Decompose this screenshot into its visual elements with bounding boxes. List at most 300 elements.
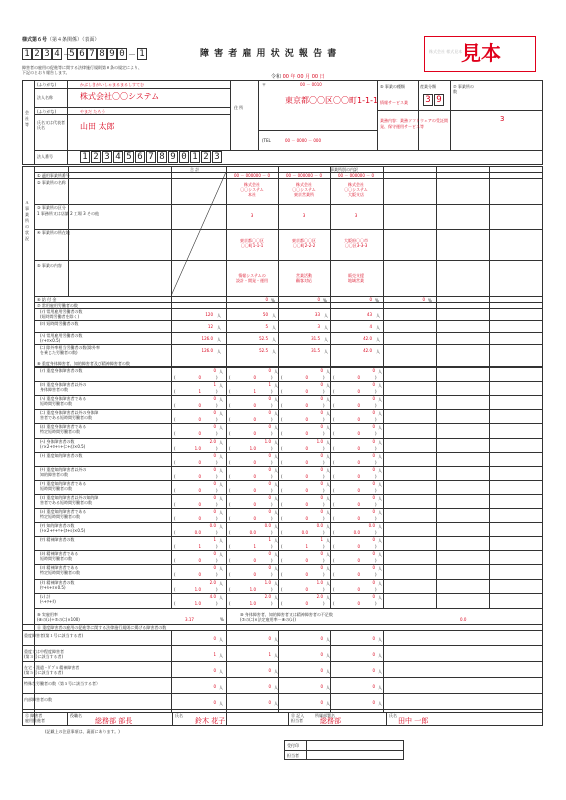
paren-open: ( (281, 389, 283, 395)
disabled-value: 0 (213, 565, 216, 571)
unit-person: 人 (326, 566, 330, 572)
office-address: 大阪府〇〇市 〇〇区3-3-3 (344, 238, 368, 248)
disabled-value: 0 (372, 593, 375, 599)
disabled-value: 0 (320, 509, 323, 514)
shortfall-label: ⑩ 身体障害者、知的障害者又は精神障害者の不足数 (⑦の(ﾆ)×法定雇用率－⑧の(ﾚ)) (240, 612, 333, 622)
paren-close: ) (375, 445, 377, 451)
office-name: 株式会社 〇〇システム 本社 (240, 182, 264, 197)
disabled-sub-value: 0 (198, 558, 201, 564)
paren-open: ( (333, 403, 335, 409)
disabled-value: 1 (320, 537, 323, 543)
industry-code-digit: 9 (434, 94, 444, 106)
paren-close: ) (323, 389, 325, 395)
bottom-value: 0 (213, 684, 216, 689)
unit-person: 人 (326, 580, 330, 586)
paren-close: ) (271, 487, 273, 493)
disabled-sub-value: 0 (305, 586, 308, 592)
id-digit: 1 (137, 48, 147, 60)
signer2-name-label: 氏名 (389, 713, 397, 718)
paren-close: ) (323, 600, 325, 606)
count-unit: % (428, 298, 432, 303)
paren-close: ) (271, 600, 273, 606)
tel-label: (TEL (262, 138, 271, 143)
disabled-sub-value: 0 (305, 487, 308, 493)
bottom-value: 0 (372, 636, 375, 641)
office-division: 3 (354, 213, 358, 218)
disabled-sub-value: 0 (305, 389, 308, 395)
address-label: 住 所 (234, 105, 244, 110)
unit-person: 人 (378, 594, 382, 600)
disabled-value: 0 (372, 537, 375, 543)
disabled-sub-value: 0 (198, 516, 201, 521)
paren-open: ( (281, 417, 283, 423)
worker-row-label: (ｲ) 常用雇用労働者の数 (短時間労働者を除く) (40, 309, 83, 319)
paren-open: ( (333, 487, 335, 493)
zip-label: 〒 (262, 82, 266, 87)
bottom-row-label: 特殊な労働者の数（第５号に該当する者） (24, 681, 100, 686)
id-digit: 7 (87, 48, 97, 60)
bottom-row-label: 重度又は中程度障害者 (第３号に該当する者) (24, 649, 64, 659)
paren-close: ) (271, 431, 273, 437)
rate-unit: % (220, 617, 224, 622)
paren-close: ) (323, 459, 325, 465)
unit-person: 人 (219, 552, 223, 558)
disabled-value: 0 (372, 368, 375, 373)
disabled-sub-value: 0 (253, 431, 256, 437)
unit-person: 人 (219, 669, 223, 674)
disabled-sub-value: 0 (357, 501, 360, 507)
paren-close: ) (216, 375, 218, 380)
rep-kana-label: (ふりがな) (37, 109, 57, 114)
unit-person: 人 (217, 313, 221, 318)
disabled-row-label: (ｶ) 精神障害者である 短時間労働者の数 (40, 551, 79, 562)
worker-value: 52.5 (259, 336, 268, 341)
paren-open: ( (229, 572, 231, 578)
disabled-sub-value: 0 (305, 516, 308, 521)
worker-row-label: (ﾛ) 短時間労働者の数 (40, 321, 79, 326)
corp-no-digit: 0 (179, 151, 189, 163)
disabled-sub-value: 0 (305, 431, 308, 437)
disabled-value: 1.0 (264, 438, 271, 444)
id-digit: 9 (107, 48, 117, 60)
corp-no-digit: 2 (91, 151, 101, 163)
bottom-value: 0 (268, 684, 271, 689)
paren-close: ) (271, 445, 273, 451)
disabled-header: ⑧ 重度身体障害者、知的障害者及び精神障害者の数 (37, 361, 130, 366)
paren-close: ) (375, 487, 377, 493)
signer2-role: 総務部 (320, 717, 341, 725)
worker-value: 31.5 (311, 336, 320, 341)
disabled-value: 0 (268, 452, 271, 458)
paren-close: ) (323, 445, 325, 451)
paren-open: ( (281, 431, 283, 437)
paren-open: ( (174, 375, 176, 380)
unit-person: 人 (274, 425, 278, 431)
paren-open: ( (229, 417, 231, 423)
paren-close: ) (271, 516, 273, 521)
disabled-sub-value: 0 (198, 501, 201, 507)
disabled-row-label: (ﾘ) 重度知的障害者である 短時間労働者の数 (40, 480, 87, 491)
disabled-row-label: (ﾛ) 重度身体障害者以外の 身体障害者の数 (40, 382, 87, 393)
disabled-row-label: (ﾖ) 精神障害者である 特定短時間労働者の数 (40, 565, 80, 576)
paren-open: ( (281, 375, 283, 380)
paren-open: ( (174, 586, 176, 592)
unit-person: 人 (376, 325, 380, 330)
paren-open: ( (281, 530, 283, 536)
paren-open: ( (281, 516, 283, 521)
rep-label: 氏名又は代表者氏名 (37, 120, 65, 130)
office-number: 00 － 000000 － 0 (286, 173, 322, 178)
disabled-value: 0 (268, 551, 271, 557)
corp-no-label: 法人番号 (37, 154, 53, 159)
paren-open: ( (281, 487, 283, 493)
col-line (278, 630, 279, 712)
office-count-value: 3 (500, 115, 505, 123)
disabled-sub-value: 0.0 (301, 530, 308, 536)
paren-close: ) (375, 459, 377, 465)
unit-person: 人 (326, 701, 330, 706)
footer-note: (記載上の注意事項は、裏面にあります。) (45, 729, 120, 734)
paren-close: ) (271, 572, 273, 578)
worker-value: 126.0 (201, 348, 213, 353)
paren-open: ( (229, 431, 231, 437)
paren-open: ( (174, 473, 176, 479)
signer1-name: 鈴木 花子 (195, 717, 226, 725)
paren-open: ( (229, 530, 231, 536)
paren-open: ( (333, 389, 335, 395)
tel-value: 00 － 0000 － 000 (285, 138, 321, 143)
rep-kana-value: やまだ たろう (80, 109, 106, 114)
paren-open: ( (174, 403, 176, 409)
row-line (34, 344, 543, 345)
disabled-sub-value: 0 (357, 403, 360, 409)
industry-value: 情報サービス業 (380, 100, 408, 105)
paren-close: ) (271, 375, 273, 380)
disabled-value: 0 (372, 424, 375, 430)
count-zero: 0 (317, 297, 320, 302)
paren-open: ( (333, 516, 335, 521)
disabled-value: 0 (268, 494, 271, 500)
id-digit: 8 (97, 48, 107, 60)
unit-person: 人 (219, 566, 223, 572)
id-separator: － (128, 50, 136, 59)
disabled-sub-value: 0 (305, 375, 308, 380)
employer-id-field[interactable] (22, 48, 192, 62)
paren-close: ) (375, 375, 377, 380)
paren-close: ) (323, 473, 325, 479)
unit-person: 人 (326, 538, 330, 544)
disabled-value: 0 (213, 410, 216, 416)
unit-person: 人 (274, 495, 278, 501)
unit-person: 人 (219, 467, 223, 473)
bottom-row-label: 内部障害者の数 (24, 697, 52, 702)
disabled-row-label: (ﾇ) 重度知的障害者以外の知的障 害者である短時間労働者の数 (40, 494, 99, 505)
disabled-sub-value: 0 (198, 572, 201, 578)
unit-person: 人 (219, 453, 223, 459)
paren-close: ) (375, 417, 377, 423)
unit-person: 人 (219, 524, 223, 530)
paren-close: ) (216, 473, 218, 479)
reception-label: 受付印 (287, 743, 299, 748)
unit-person: 人 (217, 349, 221, 354)
disabled-value: 0 (320, 452, 323, 458)
paren-close: ) (323, 403, 325, 409)
disabled-value: 0.0 (316, 523, 323, 529)
paren-close: ) (375, 431, 377, 437)
intro-note-1: 障害者の雇用の促進等に関する法律施行規則第８条の規定により、 (22, 65, 142, 70)
unit-person: 人 (219, 637, 223, 642)
paren-close: ) (271, 558, 273, 564)
unit-person: 人 (217, 325, 221, 330)
paren-close: ) (375, 530, 377, 536)
disabled-sub-value: 0 (198, 417, 201, 423)
unit-person: 人 (326, 637, 330, 642)
sum-header: 合 計 (190, 167, 200, 172)
paren-close: ) (216, 600, 218, 606)
paren-open: ( (229, 586, 231, 592)
workers-header: ⑦ 常用雇用労働者の数 (37, 303, 78, 308)
paren-open: ( (174, 516, 176, 521)
bottom-value: 0 (320, 668, 323, 673)
row-line (34, 332, 543, 333)
paren-open: ( (174, 600, 176, 606)
disabled-value: 0 (372, 452, 375, 458)
disabled-value: 1 (268, 537, 271, 543)
disabled-value: 0 (268, 396, 271, 402)
unit-person: 人 (219, 397, 223, 403)
unit-person: 人 (219, 594, 223, 600)
unit-person: 人 (326, 369, 330, 374)
unit-person: 人 (378, 669, 382, 674)
disabled-value: 0 (320, 382, 323, 388)
disabled-sub-value: 0 (357, 417, 360, 423)
rate-value: 3.17 (185, 617, 194, 622)
disabled-value: 0 (372, 494, 375, 500)
paren-open: ( (174, 487, 176, 493)
count-unit: % (271, 298, 275, 303)
worker-value: 4 (369, 324, 372, 329)
unit-person: 人 (274, 552, 278, 558)
unit-person: 人 (326, 495, 330, 501)
corp-no-digit: 8 (157, 151, 167, 163)
disabled-value: 0 (320, 480, 323, 486)
disabled-sub-value: 1.0 (249, 586, 256, 592)
paren-close: ) (216, 403, 218, 409)
bottom-value: 0 (320, 684, 323, 689)
disabled-sub-value: 0 (198, 375, 201, 380)
disabled-sub-value: 0 (253, 473, 256, 479)
unit-person: 人 (378, 566, 382, 572)
unit-person: 人 (274, 510, 278, 515)
paren-open: ( (333, 417, 335, 423)
disabled-sub-value: 0 (253, 459, 256, 465)
unit-person: 人 (274, 481, 278, 487)
disabled-sub-value: 0 (305, 403, 308, 409)
count-unit: % (375, 298, 379, 303)
disabled-value: 0 (213, 368, 216, 373)
disabled-value: 0 (213, 452, 216, 458)
unit-person: 人 (324, 337, 328, 342)
disabled-row-label: (ﾆ) 重度身体障害者以外の身体障 害者である短時間労働者の数 (40, 410, 99, 421)
unit-person: 人 (219, 425, 223, 431)
disabled-value: 0 (320, 551, 323, 557)
disabled-sub-value: 0 (198, 473, 201, 479)
paren-close: ) (216, 544, 218, 550)
paren-open: ( (333, 586, 335, 592)
bottom-value: 0 (320, 636, 323, 641)
address-value: 東京都〇〇区〇〇町1-1-1 (285, 96, 379, 105)
disabled-value: 0 (372, 579, 375, 585)
paren-open: ( (229, 487, 231, 493)
disabled-value: 2.0 (209, 438, 216, 444)
office-name: 株式会社 〇〇システム 大阪支店 (344, 182, 368, 197)
disabled-value: 0 (213, 424, 216, 430)
unit-person: 人 (324, 349, 328, 354)
disabled-sub-value: 1 (198, 544, 201, 550)
paren-close: ) (375, 572, 377, 578)
unit-person: 人 (326, 552, 330, 558)
disabled-value: 4.0 (209, 593, 216, 599)
paren-open: ( (229, 375, 231, 380)
disabled-sub-value: 0 (357, 431, 360, 437)
paren-close: ) (216, 417, 218, 423)
unit-person: 人 (326, 425, 330, 431)
paren-close: ) (271, 473, 273, 479)
paren-open: ( (333, 530, 335, 536)
disabled-sub-value: 0 (305, 558, 308, 564)
bottom-value: 0 (213, 636, 216, 641)
id-digit: 0 (117, 48, 127, 60)
paren-open: ( (174, 572, 176, 578)
row-line (34, 608, 543, 609)
office-division: 3 (302, 213, 306, 218)
disabled-sub-value: 0 (253, 417, 256, 423)
bottom-value: 0 (372, 652, 375, 657)
zip-value: 00 － 0010 (300, 82, 322, 87)
paren-open: ( (174, 544, 176, 550)
corp-number-field[interactable] (80, 151, 250, 163)
bottom-value: 0 (372, 668, 375, 673)
disabled-sub-value: 1 (253, 544, 256, 550)
paren-close: ) (216, 459, 218, 465)
unit-person: 人 (274, 411, 278, 417)
paren-open: ( (174, 417, 176, 423)
paren-close: ) (271, 544, 273, 550)
unit-person: 人 (219, 481, 223, 487)
industry-code-field[interactable] (423, 94, 445, 106)
disabled-sub-value: 0.0 (194, 530, 201, 536)
disabled-value: 0 (213, 466, 216, 472)
disabled-value: 0 (372, 382, 375, 388)
paren-close: ) (323, 544, 325, 550)
paren-close: ) (375, 586, 377, 592)
office-div-note: 1 事務所又は店舗 2 工場 3 その他 (37, 211, 99, 216)
rate-label: ⑨ 実雇用率 (⑧の(ﾚ)÷⑦の(ﾆ)×100) (37, 612, 80, 622)
disabled-value: 1 (213, 537, 216, 543)
office-name-label: ② 事業所の名称 (37, 180, 66, 185)
paren-close: ) (323, 516, 325, 521)
disabled-sub-value: 0 (357, 572, 360, 578)
unit-person: 人 (274, 524, 278, 530)
signer1-role-label: 役職名 (70, 713, 82, 718)
unit-person: 人 (217, 337, 221, 342)
blank-cell-diagonal (171, 172, 226, 296)
unit-person: 人 (274, 467, 278, 473)
disabled-sub-value: 0 (305, 572, 308, 578)
disabled-value: 0 (268, 424, 271, 430)
bottom-value: 0 (213, 700, 216, 705)
disabled-value: 0.0 (264, 523, 271, 529)
paren-open: ( (229, 544, 231, 550)
paren-open: ( (333, 473, 335, 479)
paren-open: ( (281, 403, 283, 409)
signer1-name-label: 氏名 (175, 713, 183, 718)
unit-person: 人 (274, 566, 278, 572)
unit-person: 人 (376, 349, 380, 354)
col-line (330, 630, 331, 712)
disabled-sub-value: 0 (198, 459, 201, 465)
disabled-sub-value: 0 (253, 516, 256, 521)
disabled-row-label: (ﾎ) 重度身体障害者である 特定短時間労働者の数 (40, 424, 87, 435)
paren-close: ) (323, 572, 325, 578)
bottom-value: 0 (320, 700, 323, 705)
id-digit: 1 (22, 48, 32, 60)
disabled-value: 0 (268, 410, 271, 416)
paren-close: ) (271, 530, 273, 536)
disabled-row-label: (ﾙ) 重度知的障害者である 特定短時間労働者の数 (40, 509, 87, 519)
bottom-value: 1 (213, 652, 216, 657)
unit-person: 人 (378, 481, 382, 487)
paren-close: ) (323, 431, 325, 437)
unit-person: 人 (219, 495, 223, 501)
kana-label: (ふりがな) (37, 82, 57, 87)
unit-person: 人 (326, 383, 330, 389)
unit-person: 人 (378, 538, 382, 544)
paren-close: ) (271, 403, 273, 409)
unit-person: 人 (219, 685, 223, 690)
id-separator: － (63, 50, 71, 59)
paren-open: ( (333, 445, 335, 451)
unit-person: 人 (274, 685, 278, 690)
disabled-value: 0 (268, 509, 271, 514)
disabled-value: 0 (372, 551, 375, 557)
unit-person: 人 (376, 337, 380, 342)
stamp-caption: 株式会社 様式見本 (429, 49, 463, 54)
bottom-value: 0 (268, 636, 271, 641)
id-digit: 6 (77, 48, 87, 60)
disabled-sub-value: 0 (198, 431, 201, 437)
disabled-row-label: (ﾁ) 重度知的障害者以外の 知的障害者の数 (40, 466, 87, 477)
unit-person: 人 (378, 397, 382, 403)
id-digit: 2 (32, 48, 42, 60)
paren-open: ( (281, 473, 283, 479)
disabled-row-label: (ﾀ) 精神障害者の数 (ﾜ+ｶ+ﾖ×0.5) (40, 579, 75, 590)
disabled-value: 1.0 (264, 579, 271, 585)
disabled-sub-value: 0 (357, 586, 360, 592)
disabled-sub-value: 0 (305, 445, 308, 451)
office-no-label: ① 適用事業所番号 (37, 173, 70, 178)
unit-person: 人 (272, 349, 276, 354)
paren-open: ( (333, 431, 335, 437)
disabled-value: 0 (372, 480, 375, 486)
paren-close: ) (323, 417, 325, 423)
disabled-sub-value: 0 (357, 558, 360, 564)
paren-close: ) (323, 375, 325, 380)
count-unit: % (323, 298, 327, 303)
disabled-value: 1 (268, 382, 271, 388)
worker-value: 42.0 (363, 348, 372, 353)
unit-person: 人 (378, 524, 382, 530)
